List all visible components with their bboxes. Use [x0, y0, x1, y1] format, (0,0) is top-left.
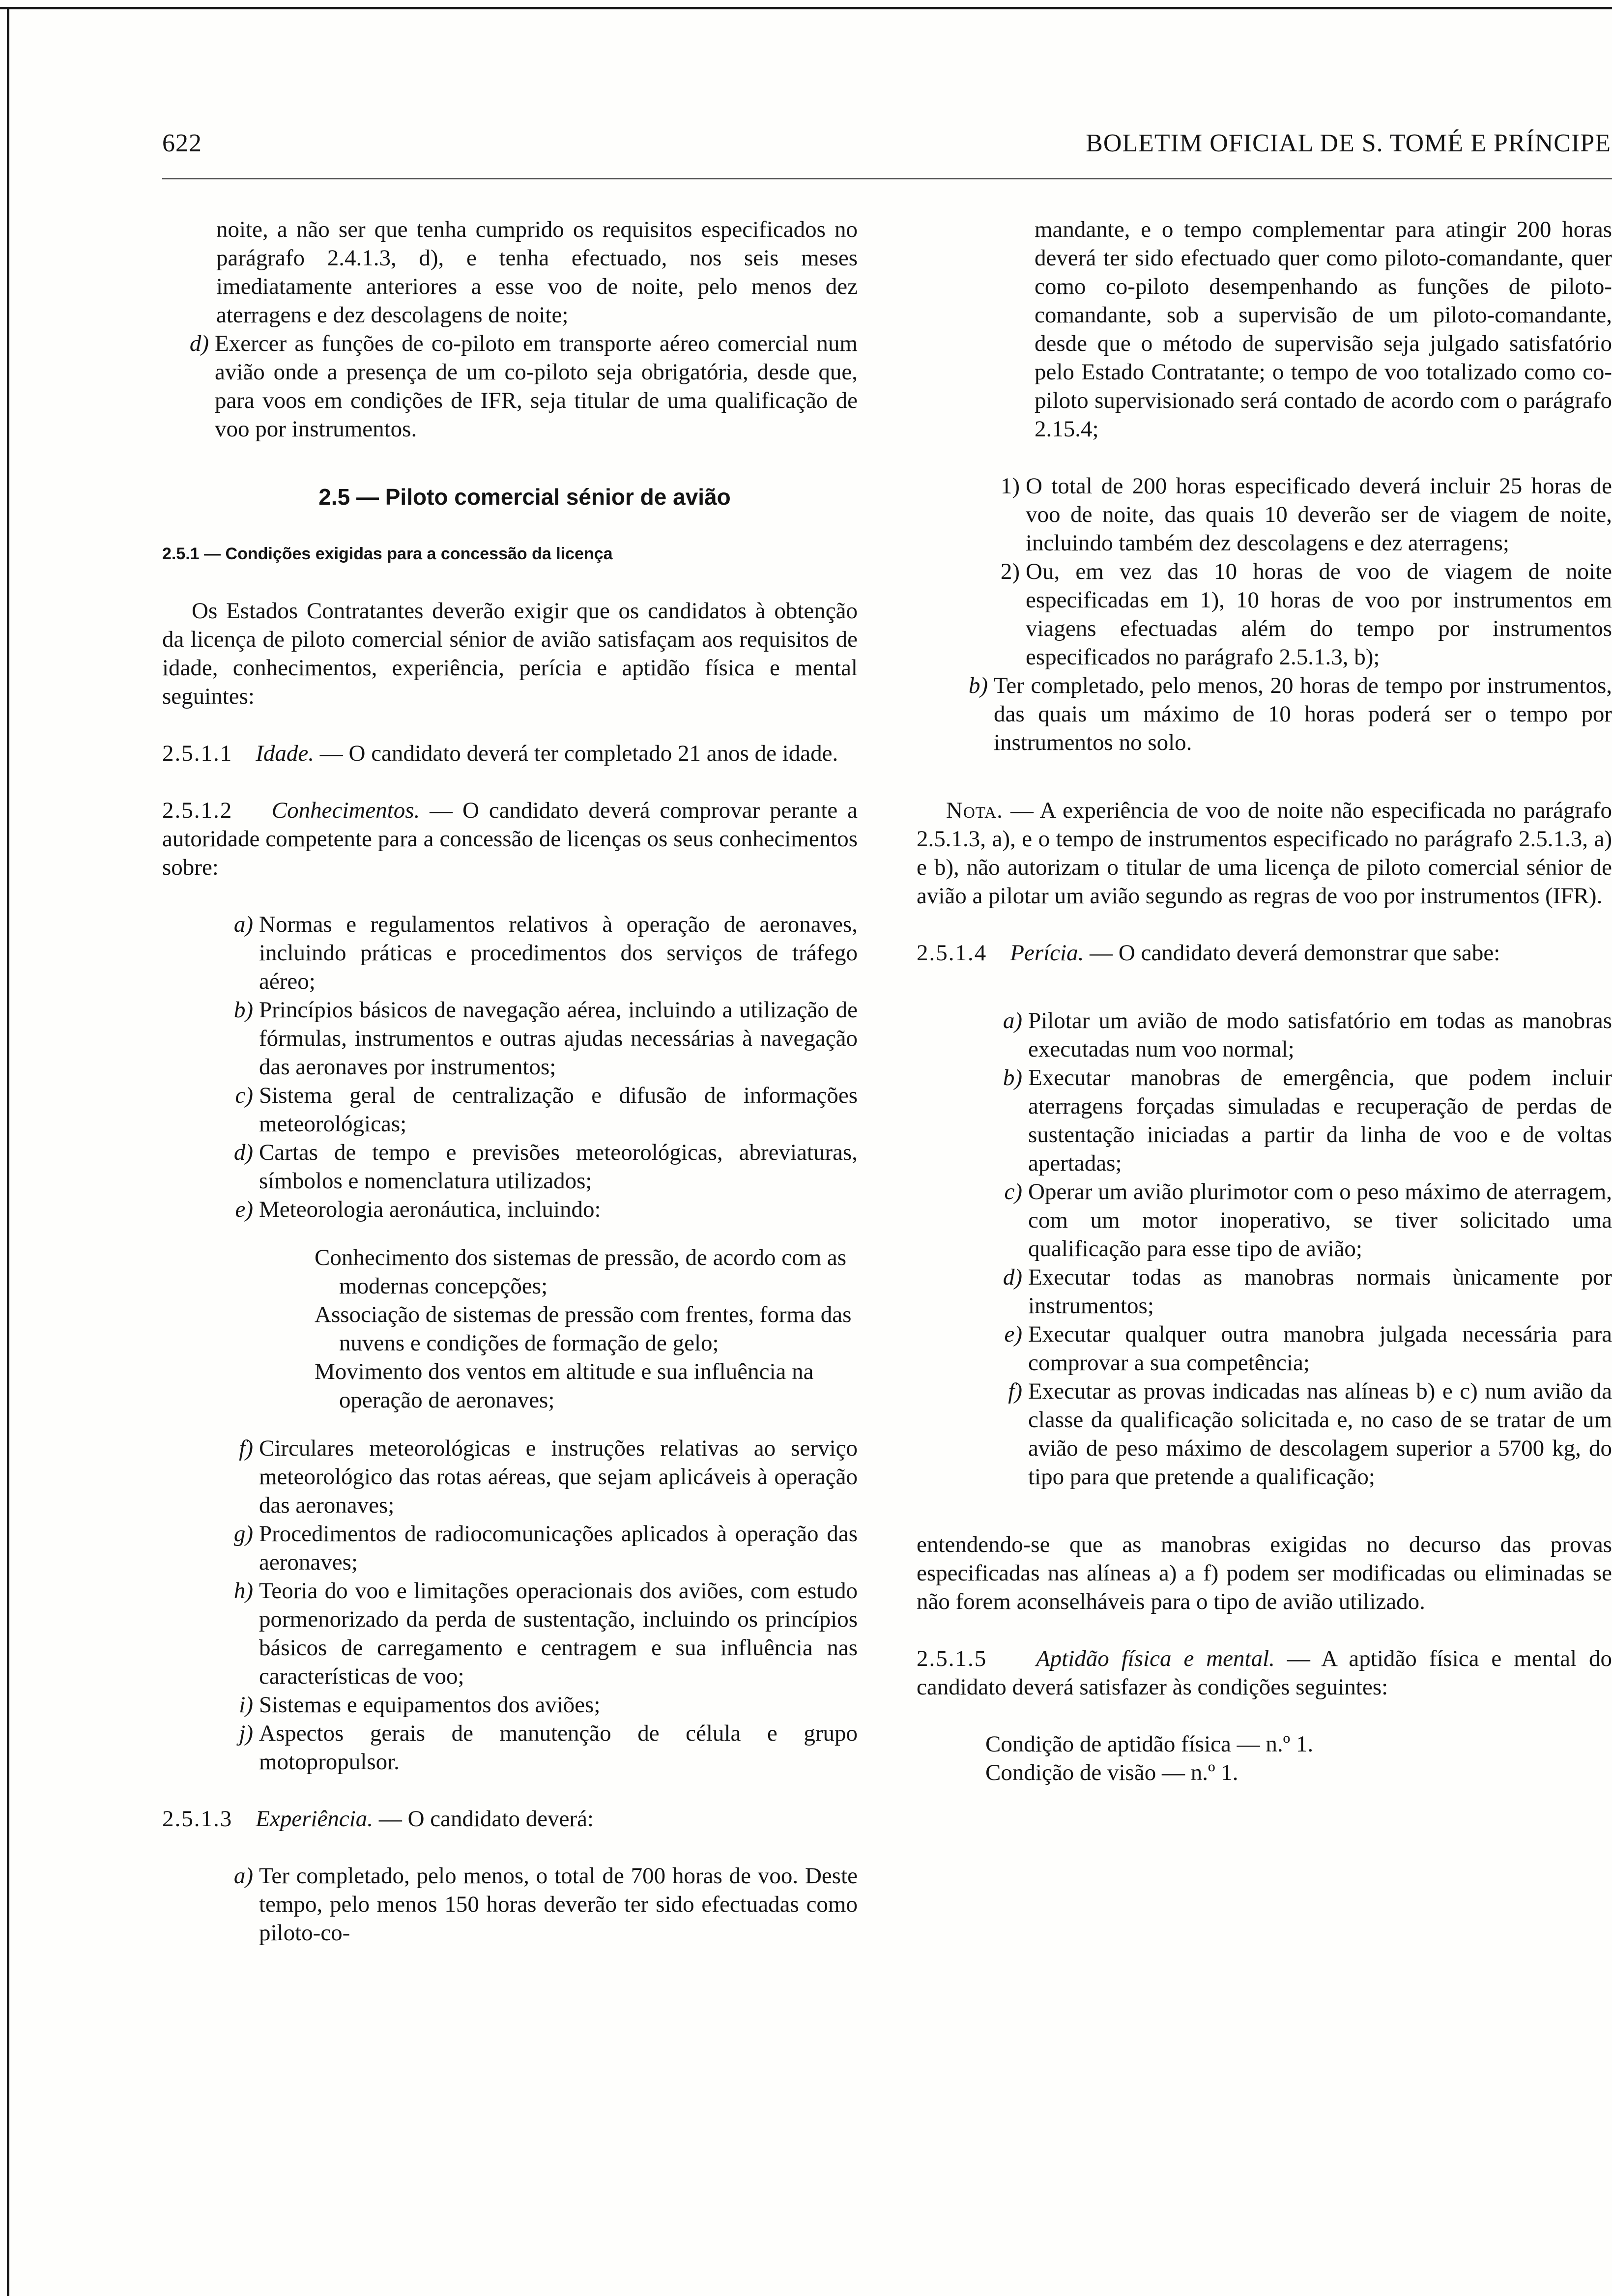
list-text: Executar qualquer outra manobra julgada necessária para comprovar a sua competência;	[1028, 1321, 1612, 1376]
knowledge-list-continued	[162, 1434, 858, 1776]
list-item	[976, 1006, 1612, 1063]
continued-paragraph: noite, a não ser que tenha cumprido os requisitos especificados no parágrafo 2.4.1.3, d), e tenha efectuado, nos seis meses imediatamente anteriores a esse voo de noite, pelo menos dez aterragens e dez descolagens de noite;	[216, 217, 858, 328]
clause-number: 2.5.1.4	[917, 940, 987, 966]
list-item	[206, 1138, 858, 1195]
list-marker: 1)	[1000, 473, 1020, 499]
list-marker: a)	[233, 912, 253, 937]
list-item	[976, 1377, 1612, 1491]
knowledge-list	[162, 910, 858, 1224]
list-item	[976, 1177, 1612, 1263]
clause-title: Experiência.	[256, 1806, 374, 1832]
clause-text: — A aptidão física e mental do candidato deverá satisfazer às condições seguintes:	[917, 1646, 1612, 1700]
meteorology-sublist	[315, 1243, 858, 1414]
list-item	[206, 1719, 858, 1776]
clause-number: 2.5.1.1	[162, 741, 233, 766]
sublist-item: Conhecimento dos sistemas de pressão, de acordo com as modernas concepções;	[315, 1245, 847, 1299]
clause-title: Idade.	[256, 741, 315, 766]
page-border-left	[7, 7, 9, 2296]
list-item	[976, 1320, 1612, 1377]
list-marker: a)	[1003, 1008, 1022, 1033]
page-number: 622	[162, 129, 202, 157]
list-item	[206, 1862, 858, 1947]
list-marker: b)	[968, 673, 988, 698]
right-column	[917, 215, 1612, 1787]
note-paragraph	[917, 796, 1612, 910]
clause-2-5-1-1	[162, 739, 858, 768]
list-text: Executar as provas indicadas nas alíneas b) e c) num avião da classe da qualificação solicitada e, no caso de se tratar de um avião de peso máximo de descolagem superior a 5700 kg, do tipo para que pretende a qualificação;	[1028, 1378, 1612, 1490]
list-text: Normas e regulamentos relativos à operação de aeronaves, incluindo práticas e procedimentos dos serviços de tráfego aéreo;	[259, 912, 858, 994]
header-rule	[162, 178, 1612, 179]
list-marker: d)	[1003, 1264, 1022, 1290]
continued-paragraph: mandante, e o tempo complementar para atingir 200 horas deverá ter sido efectuado quer como piloto-comandante, quer como co-piloto desempenhando as funções de piloto-comandante, sob a supervisão de um piloto-comandante, desde que o método de supervisão seja julgado satisfatório pelo Estado Contratante; o tempo de voo totalizado como co-piloto supervisionado será contado de acordo com o parágrafo 2.15.4;	[1035, 217, 1612, 442]
clause-title: Perícia.	[1010, 940, 1084, 966]
list-marker: j)	[239, 1721, 253, 1746]
clause-text: — O candidato deverá demonstrar que sabe:	[1084, 940, 1500, 966]
clause-2-5-1-4	[917, 939, 1612, 967]
note-text: — A experiência de voo de noite não especificada no parágrafo 2.5.1.3, a), e o tempo de instrumentos especificado no parágrafo 2.5.1.3, a) e b), não autorizam o titular de uma licença de piloto comercial sénior de avião a pilotar um avião segundo as regras de voo por instrumentos (IFR).	[917, 798, 1612, 909]
note-label: Nota.	[946, 798, 1003, 823]
conditions-list	[985, 1730, 1612, 1787]
condition-item: Condição de visão — n.º 1.	[985, 1760, 1238, 1785]
list-marker: f)	[1008, 1378, 1022, 1404]
list-marker: g)	[233, 1521, 253, 1547]
list-text: Executar todas as manobras normais ùnicamente por instrumentos;	[1028, 1264, 1612, 1319]
list-item	[206, 1520, 858, 1577]
publication-title: BOLETIM OFICIAL DE S. TOMÉ E PRÍNCIPE	[1086, 129, 1611, 157]
list-item	[206, 1577, 858, 1691]
list-text: Circulares meteorológicas e instruções relativas ao serviço meteorológico das rotas aéreas, que sejam aplicáveis à operação das aeronaves;	[259, 1435, 858, 1518]
list-item	[941, 671, 1612, 757]
list-text: Cartas de tempo e previsões meteorológicas, abreviaturas, símbolos e nomenclatura utilizados;	[259, 1140, 858, 1194]
clause-number: 2.5.1.5	[917, 1646, 987, 1671]
list-text: Executar manobras de emergência, que podem incluir aterragens forçadas simuladas e recuperação de perdas de sustentação iniciadas a partir da linha de voo e de voltas apertadas;	[1028, 1065, 1612, 1176]
list-text: O total de 200 horas especificado deverá incluir 25 horas de voo de noite, das quais 10 deverão ser de viagem de noite, incluindo também dez descolagens e dez aterragens;	[1026, 473, 1612, 556]
list-text: Ou, em vez das 10 horas de voo de viagem de noite especificadas em 1), 10 horas de voo por instrumentos em viagens efectuadas além do tempo por instrumentos especificados no parágrafo 2.5.1.3, b);	[1026, 559, 1612, 670]
page-border-top	[0, 7, 1612, 9]
list-item	[206, 996, 858, 1081]
list-text: Procedimentos de radiocomunicações aplicados à operação das aeronaves;	[259, 1521, 858, 1575]
numbered-list	[917, 472, 1612, 671]
clause-text: — O candidato deverá ter completado 21 anos de idade.	[314, 741, 838, 766]
list-marker: f)	[239, 1435, 253, 1461]
list-marker: c)	[1004, 1179, 1022, 1205]
subsection-title: 2.5.1 — Condições exigidas para a concessão da licença	[162, 545, 613, 563]
list-marker: h)	[233, 1578, 253, 1604]
list-text: Meteorologia aeronáutica, incluindo:	[259, 1197, 601, 1222]
list-item	[206, 910, 858, 996]
clause-number: 2.5.1.3	[162, 1806, 233, 1832]
list-marker: d)	[189, 331, 209, 356]
list-marker: e)	[1004, 1321, 1022, 1347]
list-marker: i)	[239, 1692, 253, 1718]
clause-title: Conhecimentos.	[271, 798, 420, 823]
sublist-item: Movimento dos ventos em altitude e sua influência na operação de aeronaves;	[315, 1359, 814, 1413]
clause-2-5-1-3	[162, 1805, 858, 1833]
left-column	[162, 215, 858, 1947]
condition-item: Condição de aptidão física — n.º 1.	[985, 1731, 1314, 1757]
list-marker: d)	[233, 1140, 253, 1165]
numbered-item	[917, 472, 1612, 557]
page-header	[162, 129, 1612, 168]
skills-list	[917, 1006, 1612, 1491]
list-item	[976, 1063, 1612, 1177]
list-text: Aspectos gerais de manutenção de célula e grupo motopropulsor.	[259, 1721, 858, 1775]
list-item	[206, 1081, 858, 1138]
list-marker: a)	[233, 1863, 253, 1889]
list-text: Sistema geral de centralização e difusão de informações meteorológicas;	[259, 1083, 858, 1137]
list-text: Princípios básicos de navegação aérea, incluindo a utilização de fórmulas, instrumentos e outras ajudas necessárias à navegação das aeronaves por instrumentos;	[259, 997, 858, 1080]
clause-number: 2.5.1.2	[162, 798, 233, 823]
list-marker: e)	[235, 1197, 253, 1222]
list-marker: c)	[235, 1083, 253, 1108]
clause-2-5-1-5	[917, 1644, 1612, 1701]
list-text: Sistemas e equipamentos dos aviões;	[259, 1692, 601, 1718]
list-text: Ter completado, pelo menos, o total de 700 horas de voo. Deste tempo, pelo menos 150 horas deverão ter sido efectuadas como piloto-co-	[259, 1863, 858, 1946]
numbered-item	[917, 557, 1612, 671]
list-marker: 2)	[1000, 559, 1020, 584]
sublist-item: Associação de sistemas de pressão com frentes, forma das nuvens e condições de formação de gelo;	[315, 1302, 852, 1356]
clause-text: — O candidato deverá:	[373, 1806, 594, 1832]
list-item	[162, 329, 858, 443]
clause-2-5-1-2	[162, 796, 858, 882]
list-item	[976, 1263, 1612, 1320]
list-text: Ter completado, pelo menos, 20 horas de tempo por instrumentos, das quais um máximo de 10 horas poderá ser o tempo por instrumentos no solo.	[994, 673, 1612, 755]
list-item	[206, 1434, 858, 1520]
list-item	[206, 1691, 858, 1719]
list-item	[206, 1195, 858, 1224]
list-marker: b)	[233, 997, 253, 1023]
list-text: Pilotar um avião de modo satisfatório em todas as manobras executadas num voo normal;	[1028, 1008, 1612, 1062]
list-text: Exercer as funções de co-piloto em transporte aéreo comercial num avião onde a presença de um co-piloto seja obrigatória, desde que, para voos em condições de IFR, seja titular de uma qualificação de voo por instrumentos.	[215, 331, 858, 442]
list-text: Teoria do voo e limitações operacionais dos aviões, com estudo pormenorizado da perda de sustentação, incluindo os princípios básicos de carregamento e centragem e sua influência nas características de voo;	[259, 1578, 858, 1689]
clause-title: Aptidão física e mental.	[1036, 1646, 1275, 1671]
intro-paragraph: Os Estados Contratantes deverão exigir que os candidatos à obtenção da licença de piloto comercial sénior de avião satisfaçam aos requisitos de idade, conhecimentos, experiência, perícia e aptidão física e mental seguintes:	[162, 598, 858, 709]
list-marker: b)	[1003, 1065, 1022, 1091]
closing-paragraph: entendendo-se que as manobras exigidas no decurso das provas especificadas nas alíneas a) a f) podem ser modificadas ou eliminadas se não forem aconselháveis para o tipo de avião utilizado.	[917, 1532, 1612, 1614]
section-title: 2.5 — Piloto comercial sénior de avião	[318, 484, 731, 510]
clause-text: — O candidato deverá comprovar perante a autoridade competente para a concessão de licenças os seus conhecimentos sobre:	[162, 798, 858, 880]
list-text: Operar um avião plurimotor com o peso máximo de aterragem, com um motor inoperativo, se tiver solicitado uma qualificação para esse tipo de avião;	[1028, 1179, 1612, 1262]
